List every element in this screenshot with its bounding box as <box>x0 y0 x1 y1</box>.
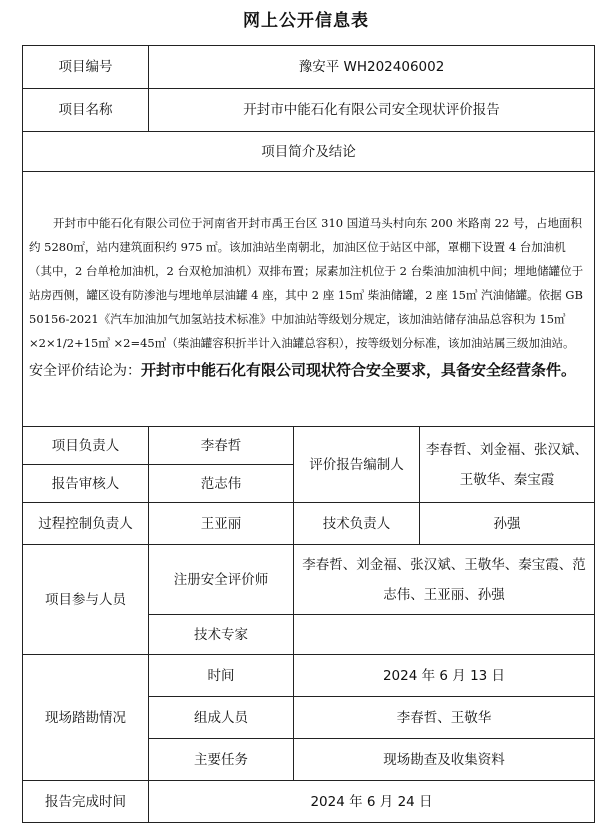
table-row <box>23 503 595 545</box>
table-row <box>23 89 595 132</box>
tech-expert-value <box>294 615 595 655</box>
project-leader-label: 项目负责人 <box>23 427 149 465</box>
table-row <box>23 545 595 615</box>
registered-assessor-label: 注册安全评价师 <box>149 545 294 615</box>
project-name-value: 开封市中能石化有限公司安全现状评价报告 <box>149 89 595 132</box>
tech-expert-label: 技术专家 <box>149 615 294 655</box>
compilers-label: 评价报告编制人 <box>294 427 420 503</box>
survey-members-value: 李春哲、王敬华 <box>294 697 595 739</box>
compilers-value: 李春哲、刘金福、张汉斌、王敬华、秦宝霞 <box>420 427 595 503</box>
survey-time-label: 时间 <box>149 655 294 697</box>
project-name-label: 项目名称 <box>23 89 149 132</box>
reviewer-value: 范志伟 <box>149 465 294 503</box>
page-title: 网上公开信息表 <box>243 11 369 31</box>
table-row <box>23 46 595 89</box>
survey-task-value: 现场勘查及收集资料 <box>294 739 595 781</box>
completion-value: 2024 年 6 月 24 日 <box>149 781 595 823</box>
info-table <box>22 45 595 823</box>
table-row <box>23 781 595 823</box>
project-no-label: 项目编号 <box>23 46 149 89</box>
process-controller-label: 过程控制负责人 <box>23 503 149 545</box>
table-row <box>23 172 595 427</box>
registered-assessor-value: 李春哲、刘金福、张汉斌、王敬华、秦宝霞、范志伟、王亚丽、孙强 <box>294 545 595 615</box>
intro-cell <box>23 172 595 427</box>
reviewer-label: 报告审核人 <box>23 465 149 503</box>
process-controller-value: 王亚丽 <box>149 503 294 545</box>
project-leader-value: 李春哲 <box>149 427 294 465</box>
participants-label: 项目参与人员 <box>23 545 149 655</box>
site-survey-label: 现场踏勘情况 <box>23 655 149 781</box>
tech-leader-label: 技术负责人 <box>294 503 420 545</box>
survey-time-value: 2024 年 6 月 13 日 <box>294 655 595 697</box>
conclusion-text: 开封市中能石化有限公司现状符合安全要求，具备安全经营条件。 <box>141 361 577 379</box>
table-row <box>23 427 595 465</box>
table-row <box>23 132 595 172</box>
intro-body: 开封市中能石化有限公司位于河南省开封市禹王台区 310 国道马头村向东 200 米路南 22 号，占地面积约 5280㎡，站内建筑面积约 975 ㎡。该加油站坐南朝北，加油区位于站区中部，罩棚下设置 4 台加油机（其中，2 台单枪加油机，2 台双枪加油机）双排布置；尿素加注机位于 2 台柴油加油机中间；埋地储罐位于站房西侧，罐区设有防渗池与埋地单层油罐 4 座，其中 2 座 15㎥ 柴油储罐，2 座 15㎥ 汽油储罐。依据 GB 50156-2021《汽车加油加气加氢站技术标准》中加油站等级划分规定，该加油站储存油品总容积为 15㎥ ×2×1/2+15㎥ ×2=45㎥（柴油罐容积折半计入油罐总容积），按等级划分标准，该加油站属三级加油站。 <box>29 216 584 350</box>
conclusion-lead: 安全评价结论为： <box>29 363 141 379</box>
table-row <box>23 655 595 697</box>
intro-heading: 项目简介及结论 <box>23 132 595 172</box>
survey-task-label: 主要任务 <box>149 739 294 781</box>
tech-leader-value: 孙强 <box>420 503 595 545</box>
survey-members-label: 组成人员 <box>149 697 294 739</box>
project-no-value: 豫安平 WH202406002 <box>149 46 595 89</box>
completion-label: 报告完成时间 <box>23 781 149 823</box>
